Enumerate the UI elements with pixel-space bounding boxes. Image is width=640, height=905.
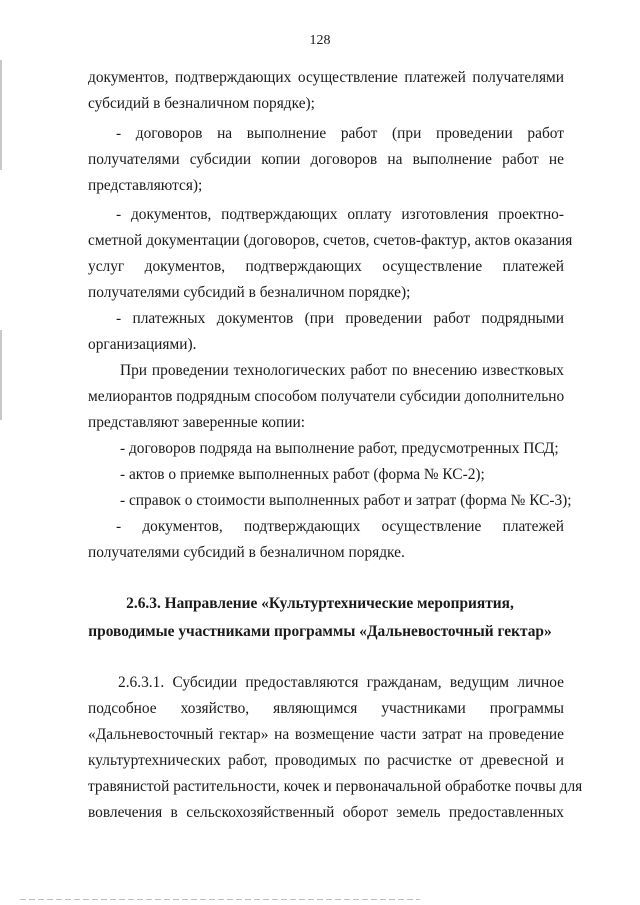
- text-line: получателями субсидий в безналичном порядке.: [88, 544, 405, 561]
- text-line: «Дальневосточный гектар» на возмещение части затрат на проведение: [88, 726, 564, 743]
- paragraph-first-line: 2.6.3.1. Субсидии предоставляются гражданам, ведущим личное: [118, 674, 564, 691]
- text-line: травянистой растительности, кочек и первоначальной обработке почвы для: [88, 778, 583, 795]
- paragraph-first-line: При проведении технологических работ по внесению известковых: [120, 362, 564, 379]
- text-line: услуг документов, подтверждающих осуществление платежей: [88, 258, 564, 275]
- text-line: организациями).: [88, 336, 197, 353]
- text-line: представляются);: [88, 177, 203, 194]
- page-number: 128: [309, 33, 331, 48]
- text-line: мелиорантов подрядным способом получатели субсидии дополнительно: [88, 388, 565, 405]
- list-item-line: - договоров подряда на выполнение работ, предусмотренных ПСД;: [120, 440, 559, 457]
- scan-edge-mark: [0, 330, 2, 420]
- text-line: вовлечения в сельскохозяйственный оборот земель предоставленных: [88, 804, 564, 821]
- text-line: культуртехнических работ, проводимых по расчистке от древесной и: [88, 752, 564, 769]
- text-line: получателями субсидии копии договоров на выполнение работ не: [88, 151, 564, 168]
- text-line: получателями субсидий в безналичном порядке);: [88, 284, 411, 301]
- list-item-line: - справок о стоимости выполненных работ и затрат (форма № КС-3);: [120, 492, 572, 509]
- list-item-line: - платежных документов (при проведении работ подрядными: [116, 310, 564, 327]
- list-item-line: - документов, подтверждающих осуществление платежей: [116, 518, 564, 535]
- list-item-line: - актов о приемке выполненных работ (форма № КС-2);: [120, 466, 485, 483]
- text-line: сметной документации (договоров, счетов, счетов-фактур, актов оказания: [88, 232, 573, 249]
- section-heading: проводимые участниками программы «Дальневосточный гектар»: [88, 623, 552, 640]
- section-heading: 2.6.3. Направление «Культуртехнические мероприятия,: [126, 595, 514, 612]
- text-line: подсобное хозяйство, являющимся участниками программы: [88, 700, 564, 717]
- list-item-line: - документов, подтверждающих оплату изготовления проектно-: [116, 206, 564, 223]
- list-item-line: - договоров на выполнение работ (при проведении работ: [116, 125, 564, 142]
- scan-edge-mark: [0, 60, 2, 170]
- text-line: документов, подтверждающих осуществление платежей получателями: [88, 69, 564, 86]
- scan-bottom-rule: [20, 899, 420, 900]
- text-line: представляют заверенные копии:: [88, 414, 305, 431]
- text-line: субсидий в безналичном порядке);: [88, 95, 315, 112]
